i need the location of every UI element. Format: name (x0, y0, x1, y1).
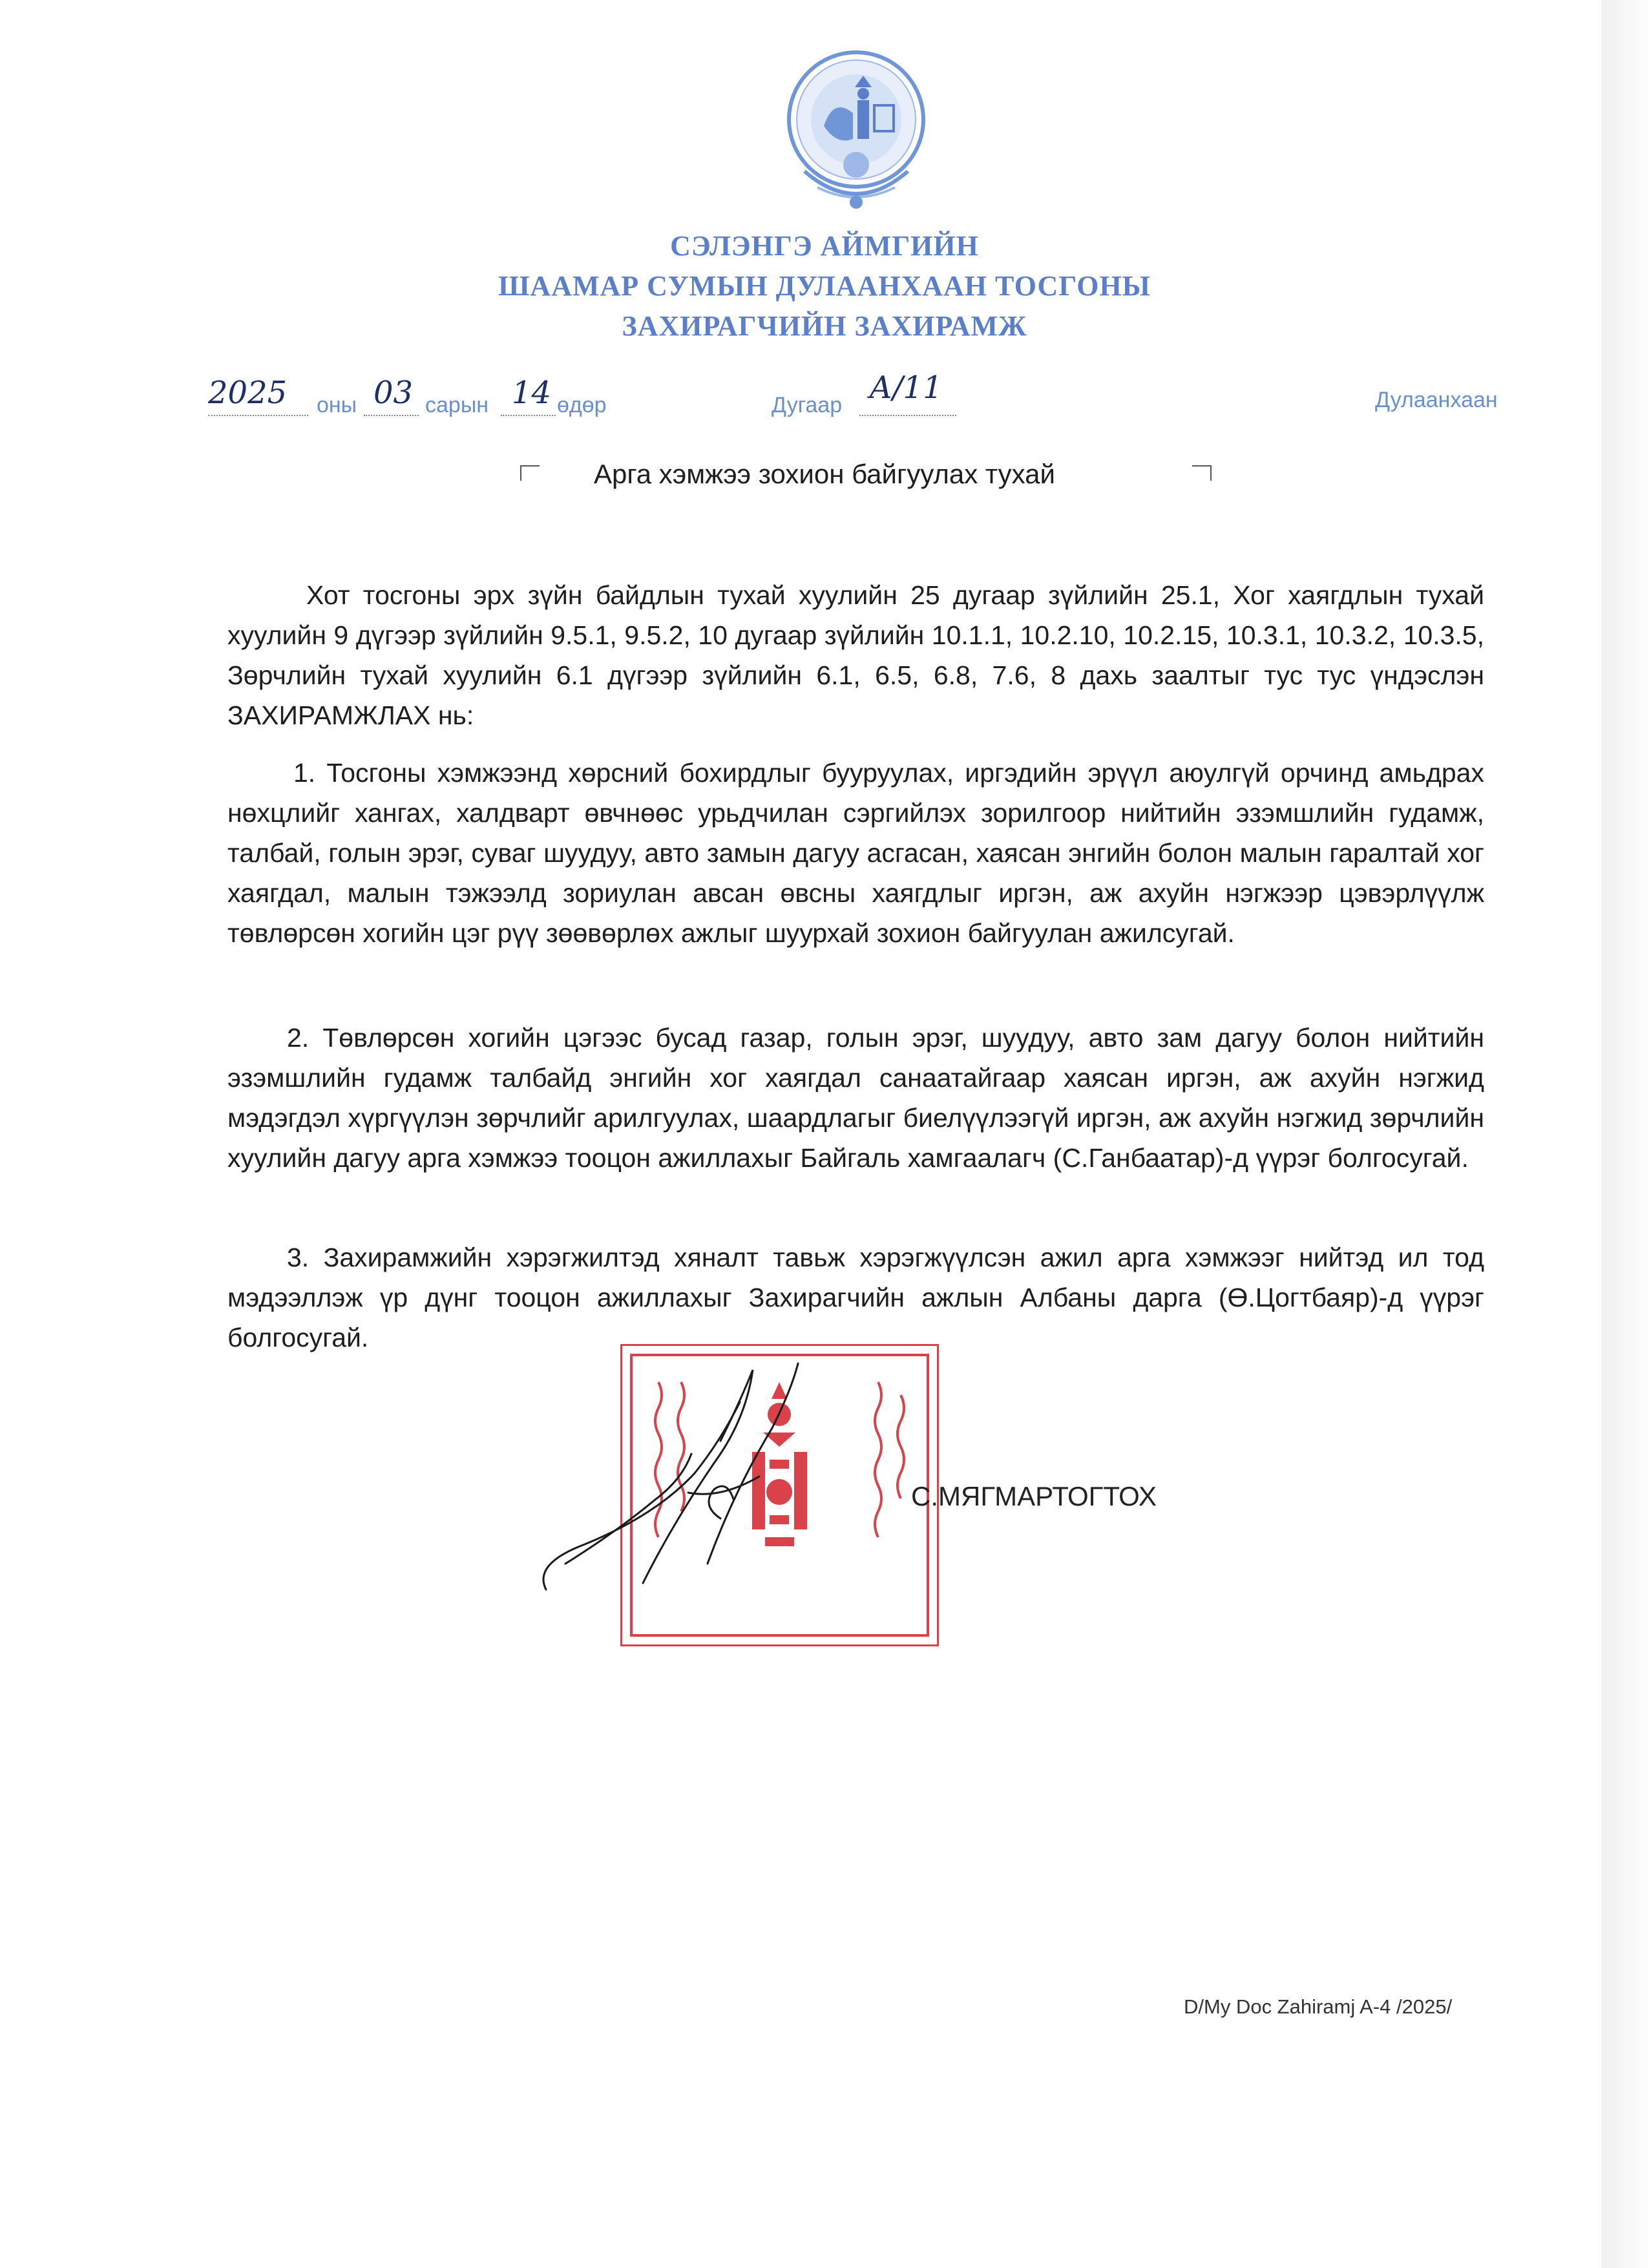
header-line-village: ШААМАР СУМЫН ДУЛААНХААН ТОСГОНЫ (498, 270, 1151, 302)
date-day: 14 (512, 375, 552, 411)
date-year-underline (208, 415, 308, 416)
body-item-1: 1. Тосгоны хэмжээнд хөрсний бохирдлыг бууруулах, иргэдийн эрүүл аюулгүй орчинд амьдрах нөхцлийг хангах, халдварт өвчнөөс урьдчилан сэргийлэх зорилгоор нийтийн эзэмшлийн гудамж, талбай, голын эрэг, суваг шуудуу, авто замын дагуу асгасан, хаясан энгийн болон малын гаралтай хог хаягдал, малын тэжээлд зориулан авсан өвсны хаягдлыг иргэн, аж ахуйн нэгжээр цэвэрлүүлж төвлөрсөн хогийн цэг рүү зөөвөрлөх ажлыг шуурхай зохион байгуулан ажилсугай. (227, 758, 1484, 948)
body-item-3: 3. Захирамжийн хэрэгжилтэд хяналт тавьж хэрэгжүүлсэн ажил арга хэмжээг нийтэд ил тод мэдээллэж үр дүнг тооцон ажиллахыг Захирагчийн ажлын Албаны дарга (Ө.Цогтбаяр)-д үүрэг болгосугай. (227, 1243, 1484, 1352)
date-year: 2025 (208, 375, 288, 411)
signer-name: С.МЯГМАРТОГТОХ (911, 1481, 1157, 1511)
date-year-suffix: оны (317, 393, 357, 417)
handwritten-signature (527, 1350, 888, 1609)
state-emblem-icon (785, 42, 927, 220)
subject-title: Арга хэмжээ зохион байгуулах тухай (594, 459, 1055, 489)
footer-file-reference: D/My Doc Zahiramj A-4 /2025/ (1184, 1995, 1453, 2018)
header-line-title: ЗАХИРАГЧИЙН ЗАХИРАМЖ (622, 310, 1027, 342)
number-underline (859, 415, 956, 416)
date-month-suffix: сарын (425, 393, 489, 417)
document-number: А/11 (869, 370, 943, 406)
place-name: Дулаанхаан (1375, 388, 1498, 412)
date-month: 03 (373, 375, 414, 411)
number-label: Дугаар (772, 393, 843, 417)
date-day-underline (501, 415, 556, 416)
date-month-underline (364, 415, 419, 416)
date-day-suffix: өдөр (557, 393, 607, 417)
header-line-aimag: СЭЛЭНГЭ АЙМГИЙН (670, 230, 979, 262)
body-item-2: 2. Төвлөрсөн хогийн цэгээс бусад газар, голын эрэг, шуудуу, авто зам дагуу болон нийтийн эзэмшлийн гудамж талбайд энгийн хог хаягдал санаатайгаар хаясан иргэн, аж ахуйн нэгжид мэдэгдэл хүргүүлэн зөрчлийг арилгуулах, шаардлагыг биелүүлээгүй иргэн, аж ахуйн нэгжид зөрчлийн хуулийн дагуу арга хэмжээ тооцон ажиллахыг Байгаль хамгаалагч (С.Ганбаатар)-д үүрэг болгосугай. (227, 1023, 1484, 1173)
body-intro: Хот тосгоны эрх зүйн байдлын тухай хуулийн 25 дугаар зүйлийн 25.1, Хог хаягдлын тухай хуулийн 9 дүгээр зүйлийн 9.5.1, 9.5.2, 10 дугаар зүйлийн 10.1.1, 10.2.10, 10.2.15, 10.3.1, 10.3.2, 10.3.5, Зөрчлийн тухай хуулийн 6.1 дүгээр зүйлийн 6.1, 6.5, 6.8, 7.6, 8 дахь заалтыг тус тус үндэслэн ЗАХИРАМЖЛАХ нь: (227, 580, 1484, 730)
